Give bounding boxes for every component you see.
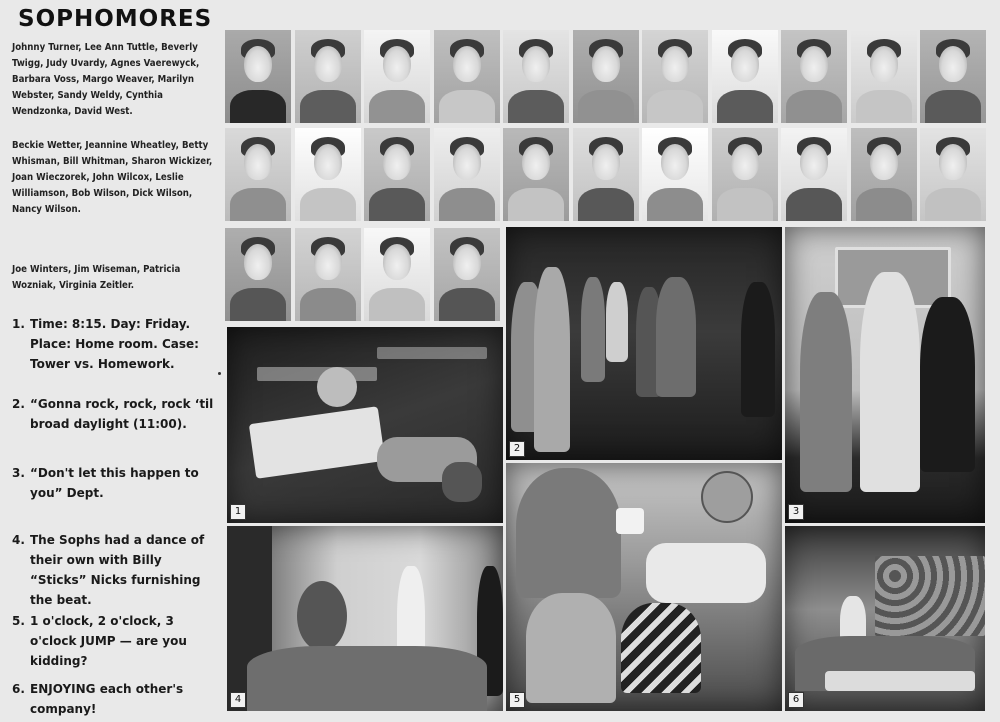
caption-number: 6. bbox=[12, 682, 25, 696]
portrait-face bbox=[244, 144, 272, 180]
portrait-face bbox=[383, 244, 411, 280]
portrait-face bbox=[522, 144, 550, 180]
student-portrait bbox=[364, 128, 430, 221]
student-portrait bbox=[573, 30, 639, 123]
photo-number: 1 bbox=[230, 504, 246, 520]
student-portrait bbox=[712, 30, 778, 123]
portrait-shoulders bbox=[369, 188, 425, 221]
bullet-dot bbox=[218, 372, 221, 375]
portrait-shoulders bbox=[439, 188, 495, 221]
portrait-face bbox=[522, 46, 550, 82]
page-title: SOPHOMORES bbox=[18, 6, 213, 32]
portrait-face bbox=[592, 46, 620, 82]
student-portrait bbox=[295, 30, 361, 123]
portrait-face bbox=[592, 144, 620, 180]
portrait-face bbox=[244, 46, 272, 82]
portrait-face bbox=[939, 144, 967, 180]
portrait-shoulders bbox=[300, 90, 356, 123]
student-portrait bbox=[503, 128, 569, 221]
student-portrait bbox=[364, 30, 430, 123]
portrait-face bbox=[661, 46, 689, 82]
photo-three-students bbox=[785, 227, 985, 523]
portrait-face bbox=[453, 244, 481, 280]
photo-number: 2 bbox=[509, 441, 525, 457]
caption-text: “Gonna rock, rock, rock ‘til broad daylight (11:00). bbox=[30, 397, 214, 431]
portrait-face bbox=[453, 46, 481, 82]
caption-text: ENJOYING each other's company! bbox=[30, 682, 184, 716]
photo-number: 5 bbox=[509, 692, 525, 708]
photo-number: 3 bbox=[788, 504, 804, 520]
caption-number: 4. bbox=[12, 533, 25, 547]
portrait-face bbox=[383, 46, 411, 82]
photo-dance bbox=[506, 227, 782, 460]
portrait-face bbox=[314, 46, 342, 82]
student-portrait bbox=[781, 128, 847, 221]
portrait-shoulders bbox=[230, 90, 286, 123]
caption-text: Time: 8:15. Day: Friday. Place: Home room. Case: Tower vs. Homework. bbox=[30, 317, 199, 371]
caption-number: 2. bbox=[12, 397, 25, 411]
caption-text: The Sophs had a dance of their own with Billy “Sticks” Nicks furnishing the beat. bbox=[30, 533, 205, 607]
portrait-face bbox=[870, 46, 898, 82]
student-portrait bbox=[851, 30, 917, 123]
photo-number: 6 bbox=[788, 692, 804, 708]
portrait-shoulders bbox=[786, 188, 842, 221]
portrait-shoulders bbox=[508, 90, 564, 123]
portrait-shoulders bbox=[925, 188, 981, 221]
portrait-shoulders bbox=[717, 90, 773, 123]
portrait-face bbox=[383, 144, 411, 180]
names-block-1: Johnny Turner, Lee Ann Tuttle, Beverly Twigg, Judy Uvardy, Agnes Vaerewyck, Barbara Voss, Margo Weaver, Marilyn Webster, Sandy Weldy, Cynthia Wendzonka, David West. bbox=[12, 42, 200, 117]
portrait-shoulders bbox=[369, 288, 425, 321]
student-portrait bbox=[295, 128, 361, 221]
portrait-shoulders bbox=[786, 90, 842, 123]
portrait-shoulders bbox=[856, 188, 912, 221]
student-portrait bbox=[225, 30, 291, 123]
portrait-face bbox=[939, 46, 967, 82]
student-portrait bbox=[503, 30, 569, 123]
portrait-face bbox=[244, 244, 272, 280]
portrait-shoulders bbox=[300, 188, 356, 221]
caption-2 bbox=[12, 394, 217, 434]
portrait-shoulders bbox=[230, 188, 286, 221]
student-portrait bbox=[781, 30, 847, 123]
student-portrait bbox=[920, 30, 986, 123]
photo-homeroom bbox=[227, 327, 503, 523]
student-portrait bbox=[573, 128, 639, 221]
caption-text: “Don't let this happen to you” Dept. bbox=[30, 466, 199, 500]
caption-1 bbox=[12, 314, 217, 374]
caption-number: 1. bbox=[12, 317, 25, 331]
portrait-face bbox=[314, 144, 342, 180]
portrait-face bbox=[314, 244, 342, 280]
names-block-2: Beckie Wetter, Jeannine Wheatley, Betty Whisman, Bill Whitman, Sharon Wickizer, Joan Wieczorek, John Wilcox, Leslie Williamson, Bob Wilson, Dick Wilson, Nancy Wilson. bbox=[12, 140, 213, 215]
student-portrait bbox=[295, 228, 361, 321]
portrait-shoulders bbox=[578, 188, 634, 221]
portrait-shoulders bbox=[578, 90, 634, 123]
photo-lounge bbox=[785, 526, 985, 711]
caption-3 bbox=[12, 463, 217, 503]
portrait-face bbox=[800, 144, 828, 180]
student-portrait bbox=[712, 128, 778, 221]
portrait-face bbox=[800, 46, 828, 82]
student-portrait bbox=[434, 128, 500, 221]
student-portrait bbox=[642, 128, 708, 221]
student-portrait bbox=[434, 228, 500, 321]
portrait-shoulders bbox=[647, 188, 703, 221]
photo-band bbox=[227, 526, 503, 711]
portrait-face bbox=[453, 144, 481, 180]
portrait-face bbox=[661, 144, 689, 180]
student-portrait bbox=[642, 30, 708, 123]
student-portrait bbox=[225, 228, 291, 321]
student-portrait bbox=[851, 128, 917, 221]
portrait-shoulders bbox=[230, 288, 286, 321]
portrait-shoulders bbox=[369, 90, 425, 123]
portrait-shoulders bbox=[300, 288, 356, 321]
portrait-shoulders bbox=[717, 188, 773, 221]
portrait-shoulders bbox=[925, 90, 981, 123]
caption-text: 1 o'clock, 2 o'clock, 3 o'clock JUMP — are you kidding? bbox=[30, 614, 187, 668]
portrait-face bbox=[731, 46, 759, 82]
photo-slumber-party bbox=[506, 463, 782, 711]
portrait-shoulders bbox=[647, 90, 703, 123]
student-portrait bbox=[225, 128, 291, 221]
portrait-shoulders bbox=[508, 188, 564, 221]
student-portrait bbox=[920, 128, 986, 221]
photo-number: 4 bbox=[230, 692, 246, 708]
caption-4 bbox=[12, 530, 217, 610]
portrait-face bbox=[870, 144, 898, 180]
caption-number: 3. bbox=[12, 466, 25, 480]
portrait-shoulders bbox=[439, 90, 495, 123]
student-portrait bbox=[364, 228, 430, 321]
portrait-shoulders bbox=[856, 90, 912, 123]
portrait-shoulders bbox=[439, 288, 495, 321]
student-portrait bbox=[434, 30, 500, 123]
names-block-3: Joe Winters, Jim Wiseman, Patricia Wozniak, Virginia Zeitler. bbox=[12, 264, 181, 291]
caption-6 bbox=[12, 679, 217, 719]
caption-number: 5. bbox=[12, 614, 25, 628]
portrait-face bbox=[731, 144, 759, 180]
caption-5 bbox=[12, 611, 217, 671]
